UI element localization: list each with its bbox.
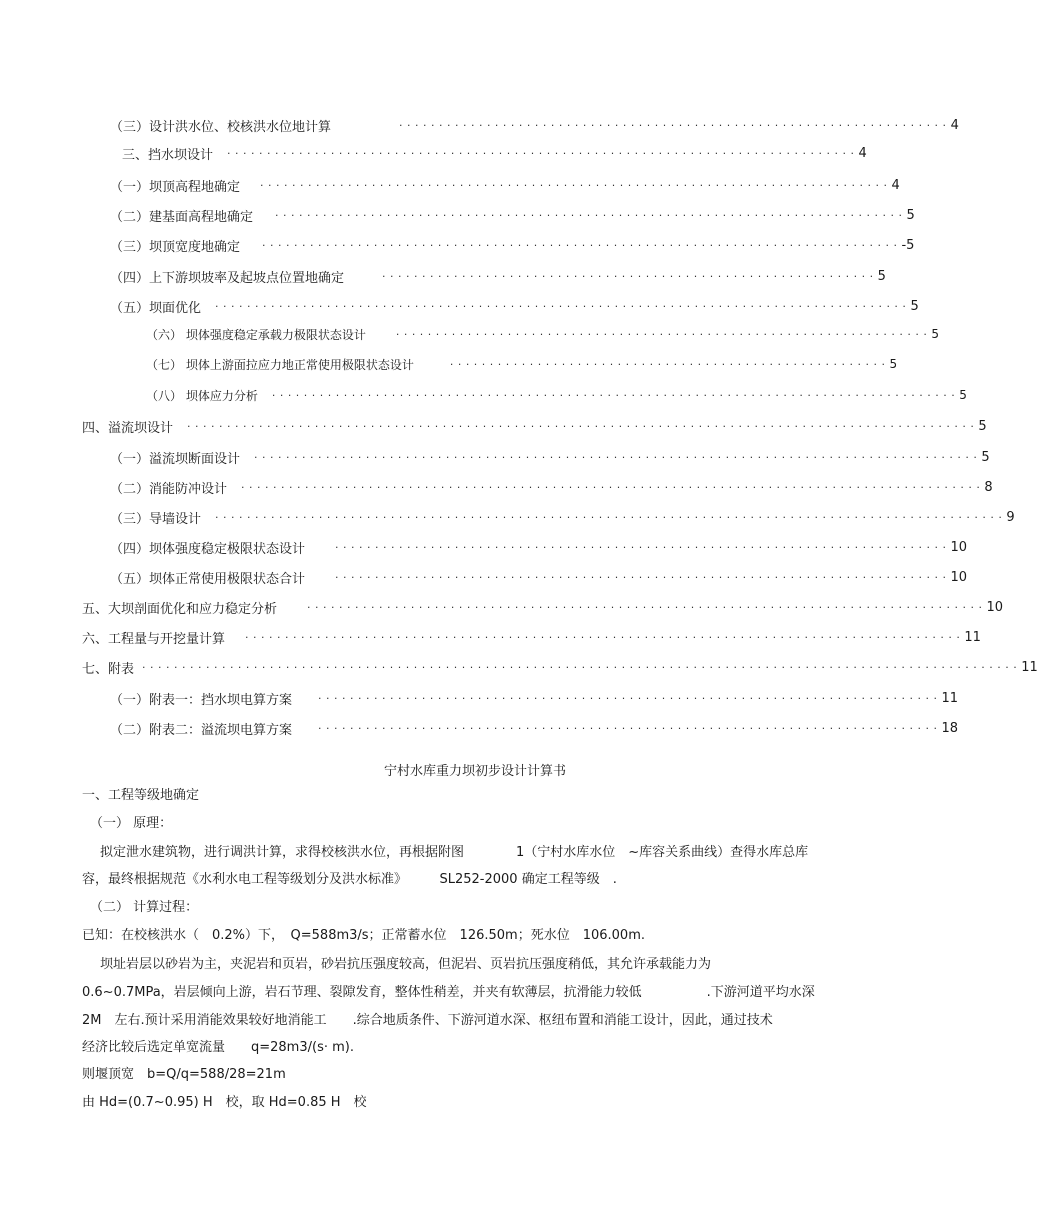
toc-entry-page: 4 bbox=[891, 177, 900, 193]
toc-leader-dots: · · · · · · · · · · · · · · · · · · · · · · · · · · · · · · · · · · · · · · · · · · · · · · · · · · · · · · · · · · · · · · · · · · · · · · · · · · · · · bbox=[335, 570, 947, 584]
paragraph-line: 坝址岩层以砂岩为主，夹泥岩和页岩，砂岩抗压强度较高，但泥岩、页岩抗压强度稍低，其允许承载能力为 bbox=[100, 957, 712, 972]
toc-entry-title: 五、大坝剖面优化和应力稳定分析 bbox=[82, 601, 278, 617]
toc-entry bbox=[110, 718, 959, 738]
toc-entry bbox=[110, 115, 959, 135]
toc-entry-page: 18 bbox=[941, 720, 959, 736]
toc-entry-title: （一）坝顶高程地确定 bbox=[110, 179, 241, 195]
toc-entry bbox=[146, 354, 898, 374]
toc-entry-title: （二）建基面高程地确定 bbox=[110, 209, 254, 225]
paragraph-line: 已知：在校核洪水（ 0.2%）下， Q=588m3/s；正常蓄水位 126.50m；死水位 106.00m. bbox=[82, 928, 645, 943]
toc-entry bbox=[146, 324, 940, 344]
toc-entry-page: 4 bbox=[858, 145, 867, 161]
toc-leader-dots: · · · · · · · · · · · · · · · · · · · · · · · · · · · · · · · · · · · · · · · · · · · · · · · · · · · · · · · · · · · · · · · · · · · · · · · · · · · · · bbox=[335, 540, 947, 554]
toc-entry bbox=[110, 175, 900, 195]
toc-entry-title: 四、溢流坝设计 bbox=[82, 420, 174, 436]
toc-entry-title: （三）导墙设计 bbox=[110, 511, 202, 527]
toc-entry-page: 5 bbox=[981, 449, 990, 465]
toc-leader-dots: · · · · · · · · · · · · · · · · · · · · · · · · · · · · · · · · · · · · · · · · · · · · · · · · · · · · · · · · · · · · · · · · · · · · · · · · · · · · · · · · · · · · · · · · · · · · · · · · · · · · · · · · · · · · · · bbox=[142, 660, 1018, 674]
toc-entry-title: （七） 坝体上游面拉应力地正常使用极限状态设计 bbox=[146, 357, 414, 372]
toc-entry bbox=[110, 507, 1015, 527]
toc-entry-page: 5 bbox=[906, 207, 915, 223]
toc-entry bbox=[146, 385, 967, 405]
toc-leader-dots: · · · · · · · · · · · · · · · · · · · · · · · · · · · · · · · · · · · · · · · · · · · · · · · · · · · · · · · · · · · · · · · · · · · · · · · · · · · · · · · bbox=[227, 146, 855, 160]
toc-leader-dots: · · · · · · · · · · · · · · · · · · · · · · · · · · · · · · · · · · · · · · · · · · · · · · · · · · · · · · · · · · · · · · bbox=[382, 269, 874, 283]
toc-entry bbox=[110, 296, 919, 316]
toc-entry-page: 5 bbox=[877, 268, 886, 284]
toc-entry-title: （一）溢流坝断面设计 bbox=[110, 451, 241, 467]
toc-entry-title: （二）附表二：溢流坝电算方案 bbox=[110, 722, 293, 738]
toc-entry-title: （三）设计洪水位、校核洪水位地计算 bbox=[110, 119, 332, 135]
toc-leader-dots: · · · · · · · · · · · · · · · · · · · · · · · · · · · · · · · · · · · · · · · · · · · · · · · · · · · · · · · · · · · · · · · · · · · · · · · · · · · · · · bbox=[318, 691, 938, 705]
toc-entry bbox=[110, 537, 968, 557]
paragraph-line: 0.6~0.7MPa，岩层倾向上游，岩石节理、裂隙发育，整体性稍差，并夹有软薄层，抗滑能力较低 .下游河道平均水深 bbox=[82, 985, 815, 1000]
toc-entry bbox=[110, 688, 959, 708]
subsection-heading: （二） 计算过程： bbox=[90, 900, 199, 915]
toc-entry-page: 10 bbox=[950, 569, 968, 585]
toc-leader-dots: · · · · · · · · · · · · · · · · · · · · · · · · · · · · · · · · · · · · · · · · · · · · · · · · · · · · · · · · · · · · · · · · · · · · · · · · · · · · · · · · · · · · · · · · · · · · · · · · · · · bbox=[187, 419, 975, 433]
toc-entry-page: -5 bbox=[901, 237, 915, 253]
paragraph-line: 容，最终根据规范《水利水电工程等级划分及洪水标准》 SL252-2000 确定工程等级 . bbox=[82, 872, 617, 887]
toc-entry bbox=[110, 266, 886, 286]
toc-entry-title: （八） 坝体应力分析 bbox=[146, 388, 258, 403]
toc-entry bbox=[110, 567, 968, 587]
paragraph-line: 2M 左右.预计采用消能效果较好地消能工 .综合地质条件、下游河道水深、枢纽布置和消能工设计，因此，通过技术 bbox=[82, 1013, 773, 1028]
toc-entry bbox=[110, 447, 990, 467]
toc-entry-page: 5 bbox=[959, 388, 967, 402]
toc-entry-title: （二）消能防冲设计 bbox=[110, 481, 228, 497]
toc-entry-page: 10 bbox=[986, 599, 1003, 615]
toc-entry-page: 11 bbox=[941, 690, 959, 706]
formula-line: 由 Hd=(0.7~0.95) H 校，取 Hd=0.85 H 校 bbox=[82, 1095, 367, 1110]
paragraph-line: 拟定泄水建筑物，进行调洪计算，求得校核洪水位，再根据附图 1（宁村水库水位 ~库容关系曲线）查得水库总库 bbox=[100, 845, 809, 860]
toc-leader-dots: · · · · · · · · · · · · · · · · · · · · · · · · · · · · · · · · · · · · · · · · · · · · · · · · · · · · · · · · · · · · · · · · · · · · · · · · · · · · · · · bbox=[260, 178, 888, 192]
toc-entry bbox=[122, 143, 867, 163]
toc-entry-page: 5 bbox=[931, 327, 940, 341]
toc-entry-page: 5 bbox=[978, 418, 987, 434]
toc-leader-dots: · · · · · · · · · · · · · · · · · · · · · · · · · · · · · · · · · · · · · · · · · · · · · · · · · · · · · · · · · · · · · · · · · · · · · · · · · · · · · · · · · · · · · · · · · · · bbox=[254, 450, 978, 464]
toc-entry-page: 5 bbox=[889, 357, 898, 371]
toc-leader-dots: · · · · · · · · · · · · · · · · · · · · · · · · · · · · · · · · · · · · · · · · · · · · · · · · · · · · · · · · · · · · · · · · · · · bbox=[395, 327, 928, 341]
toc-entry-title: （四）上下游坝坡率及起坡点位置地确定 bbox=[110, 270, 345, 286]
toc-entry-title: 七、附表 bbox=[82, 661, 135, 677]
toc-leader-dots: · · · · · · · · · · · · · · · · · · · · · · · · · · · · · · · · · · · · · · · · · · · · · · · · · · · · · · · · · · · · · · · · · · · · · · · · · · · · · · · · · · · · · · · · · · · · · · · · · · · bbox=[215, 510, 1003, 524]
toc-leader-dots: · · · · · · · · · · · · · · · · · · · · · · · · · · · · · · · · · · · · · · · · · · · · · · · · · · · · · · · · · · · · · · · · · · · · · · · · · · · · · · · bbox=[275, 208, 903, 222]
toc-entry-title: 六、工程量与开挖量计算 bbox=[82, 631, 226, 647]
toc-entry-page: 9 bbox=[1006, 509, 1015, 525]
toc-leader-dots: · · · · · · · · · · · · · · · · · · · · · · · · · · · · · · · · · · · · · · · · · · · · · · · · · · · · · · · · · · · · · · · · · · · · · · · · · · · · · · · · · · · · · bbox=[307, 600, 983, 614]
toc-entry-title: （四）坝体强度稳定极限状态设计 bbox=[110, 541, 306, 557]
toc-entry-title: （一）附表一：挡水坝电算方案 bbox=[110, 692, 293, 708]
subsection-heading: （一） 原理： bbox=[90, 816, 173, 831]
toc-entry-page: 10 bbox=[950, 539, 968, 555]
toc-entry bbox=[110, 205, 915, 225]
toc-leader-dots: · · · · · · · · · · · · · · · · · · · · · · · · · · · · · · · · · · · · · · · · · · · · · · · · · · · · · · · · · · · · · · · · · · · · · · · · · · · · · · · · bbox=[262, 238, 898, 252]
toc-leader-dots: · · · · · · · · · · · · · · · · · · · · · · · · · · · · · · · · · · · · · · · · · · · · · · · · · · · · · · · · · · · · · · · · · · · · · · · · · · · · · · · · · · · · · · · · · · bbox=[245, 630, 961, 644]
toc-entry-page: 11 bbox=[964, 629, 981, 645]
toc-entry bbox=[82, 627, 981, 647]
toc-leader-dots: · · · · · · · · · · · · · · · · · · · · · · · · · · · · · · · · · · · · · · · · · · · · · · · · · · · · · · · · · · · · · · · · · · · · · · · · · · · · · · · · · · · · · · bbox=[271, 388, 956, 402]
toc-entry-page: 4 bbox=[950, 117, 959, 133]
toc-entry-page: 11 bbox=[1021, 659, 1038, 675]
toc-entry-page: 8 bbox=[984, 479, 993, 495]
toc-entry bbox=[82, 416, 987, 436]
toc-entry-title: 三、挡水坝设计 bbox=[122, 147, 214, 163]
toc-entry-title: （五）坝面优化 bbox=[110, 300, 202, 316]
toc-entry bbox=[82, 597, 1003, 617]
toc-entry-title: （三）坝顶宽度地确定 bbox=[110, 239, 241, 255]
paragraph-line: 经济比较后选定单宽流量 q=28m3/(s· m). bbox=[82, 1040, 354, 1055]
toc-entry-title: （五）坝体正常使用极限状态合计 bbox=[110, 571, 306, 587]
section-heading: 一、工程等级地确定 bbox=[82, 788, 200, 803]
toc-entry bbox=[110, 477, 993, 497]
formula-line: 则堰顶宽 b=Q/q=588/28=21m bbox=[82, 1067, 286, 1082]
toc-entry-title: （六） 坝体强度稳定承载力极限状态设计 bbox=[146, 327, 366, 342]
toc-entry-page: 5 bbox=[910, 298, 919, 314]
document-title: 宁村水库重力坝初步设计计算书 bbox=[383, 764, 566, 779]
toc-leader-dots: · · · · · · · · · · · · · · · · · · · · · · · · · · · · · · · · · · · · · · · · · · · · · · · · · · · · · · · · · · · · · · · · · · · · · · · · · · · · · · · · · · · · · · · bbox=[215, 299, 907, 313]
toc-leader-dots: · · · · · · · · · · · · · · · · · · · · · · · · · · · · · · · · · · · · · · · · · · · · · · · · · · · · · · · · · · · · · · · · · · · · · · · · · · · · · · · · · · · · · · · · · · · · · bbox=[241, 480, 981, 494]
toc-leader-dots: · · · · · · · · · · · · · · · · · · · · · · · · · · · · · · · · · · · · · · · · · · · · · · · · · · · · · · · bbox=[449, 357, 886, 371]
toc-entry bbox=[82, 657, 1038, 677]
toc-leader-dots: · · · · · · · · · · · · · · · · · · · · · · · · · · · · · · · · · · · · · · · · · · · · · · · · · · · · · · · · · · · · · · · · · · · · · bbox=[399, 118, 947, 132]
toc-entry bbox=[110, 235, 915, 255]
toc-leader-dots: · · · · · · · · · · · · · · · · · · · · · · · · · · · · · · · · · · · · · · · · · · · · · · · · · · · · · · · · · · · · · · · · · · · · · · · · · · · · · · bbox=[318, 721, 938, 735]
